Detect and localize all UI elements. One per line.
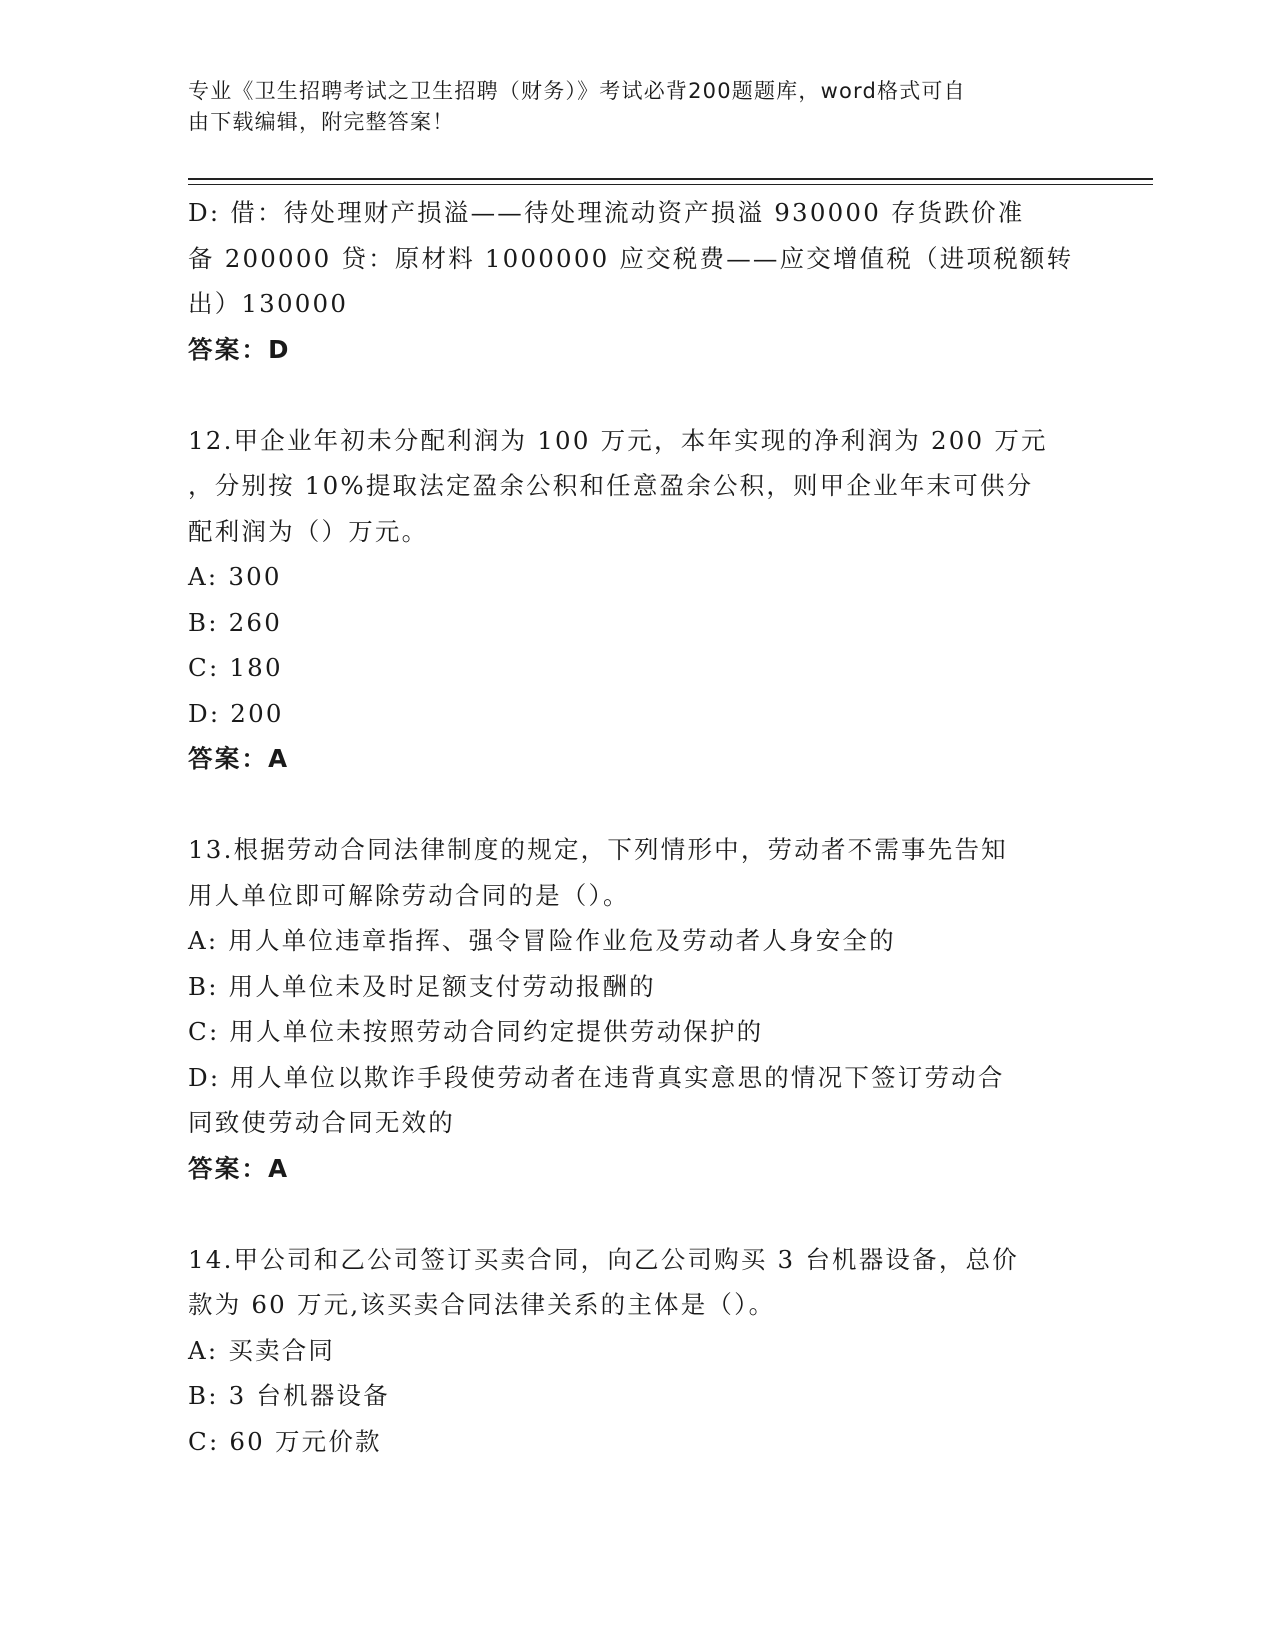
header-line-2: 由下载编辑，附完整答案！ xyxy=(188,110,455,134)
question-stem-line-3: 配利润为（）万元。 xyxy=(188,516,429,546)
option-d: D: 200 xyxy=(188,698,284,728)
header-rule-thick xyxy=(188,178,1153,180)
question-stem-line-2: 款为 60 万元,该买卖合同法律关系的主体是（）。 xyxy=(188,1290,776,1319)
question-13 xyxy=(188,827,1093,1191)
option-a: A: 300 xyxy=(188,562,282,591)
option-d-line-1: D: 借：待处理财产损溢——待处理流动资产损溢 930000 存货跌价准 xyxy=(188,198,1025,227)
spacer xyxy=(188,372,1093,418)
option-b: B: 用人单位未及时足额支付劳动报酬的 xyxy=(188,971,656,1001)
option-a: A: 买卖合同 xyxy=(188,1335,336,1365)
question-11 xyxy=(188,190,1093,372)
spacer xyxy=(188,1191,1093,1237)
question-stem-line-1: 13.根据劳动合同法律制度的规定，下列情形中，劳动者不需事先告知 xyxy=(188,835,1008,864)
question-stem-line-1: 14.甲公司和乙公司签订买卖合同，向乙公司购买 3 台机器设备，总价 xyxy=(188,1244,1019,1274)
question-stem-line-2: 用人单位即可解除劳动合同的是（）。 xyxy=(188,880,630,910)
question-12 xyxy=(188,418,1093,782)
answer: 答案：A xyxy=(188,744,290,773)
option-c: C: 60 万元价款 xyxy=(188,1426,382,1456)
option-d-line-2: 同致使劳动合同无效的 xyxy=(188,1108,455,1137)
answer: 答案：A xyxy=(188,1153,290,1183)
document-body xyxy=(188,190,1093,1464)
spacer xyxy=(188,782,1093,828)
header-line-1: 专业《卫生招聘考试之卫生招聘（财务）》考试必背200题题库，word格式可自 xyxy=(188,79,966,103)
question-stem-line-2: ，分别按 10%提取法定盈余公积和任意盈余公积，则甲企业年末可供分 xyxy=(188,471,1034,500)
option-a: A: 用人单位违章指挥、强令冒险作业危及劳动者人身安全的 xyxy=(188,926,896,955)
question-14 xyxy=(188,1237,1093,1465)
answer: 答案：D xyxy=(188,334,291,364)
option-d-line-2: 备 200000 贷：原材料 1000000 应交税费——应交增值税（进项税额转 xyxy=(188,243,1074,273)
option-c: C: 用人单位未按照劳动合同约定提供劳动保护的 xyxy=(188,1017,764,1046)
question-stem-line-1: 12.甲企业年初未分配利润为 100 万元，本年实现的净利润为 200 万元 xyxy=(188,425,1048,455)
option-c: C: 180 xyxy=(188,653,283,682)
document-header xyxy=(188,76,1088,138)
option-b: B: 3 台机器设备 xyxy=(188,1381,390,1410)
option-d-line-1: D: 用人单位以欺诈手段使劳动者在违背真实意思的情况下签订劳动合 xyxy=(188,1062,1005,1092)
option-b: B: 260 xyxy=(188,607,283,637)
header-rule-thin xyxy=(188,184,1153,185)
option-d-line-3: 出）130000 xyxy=(188,289,349,318)
